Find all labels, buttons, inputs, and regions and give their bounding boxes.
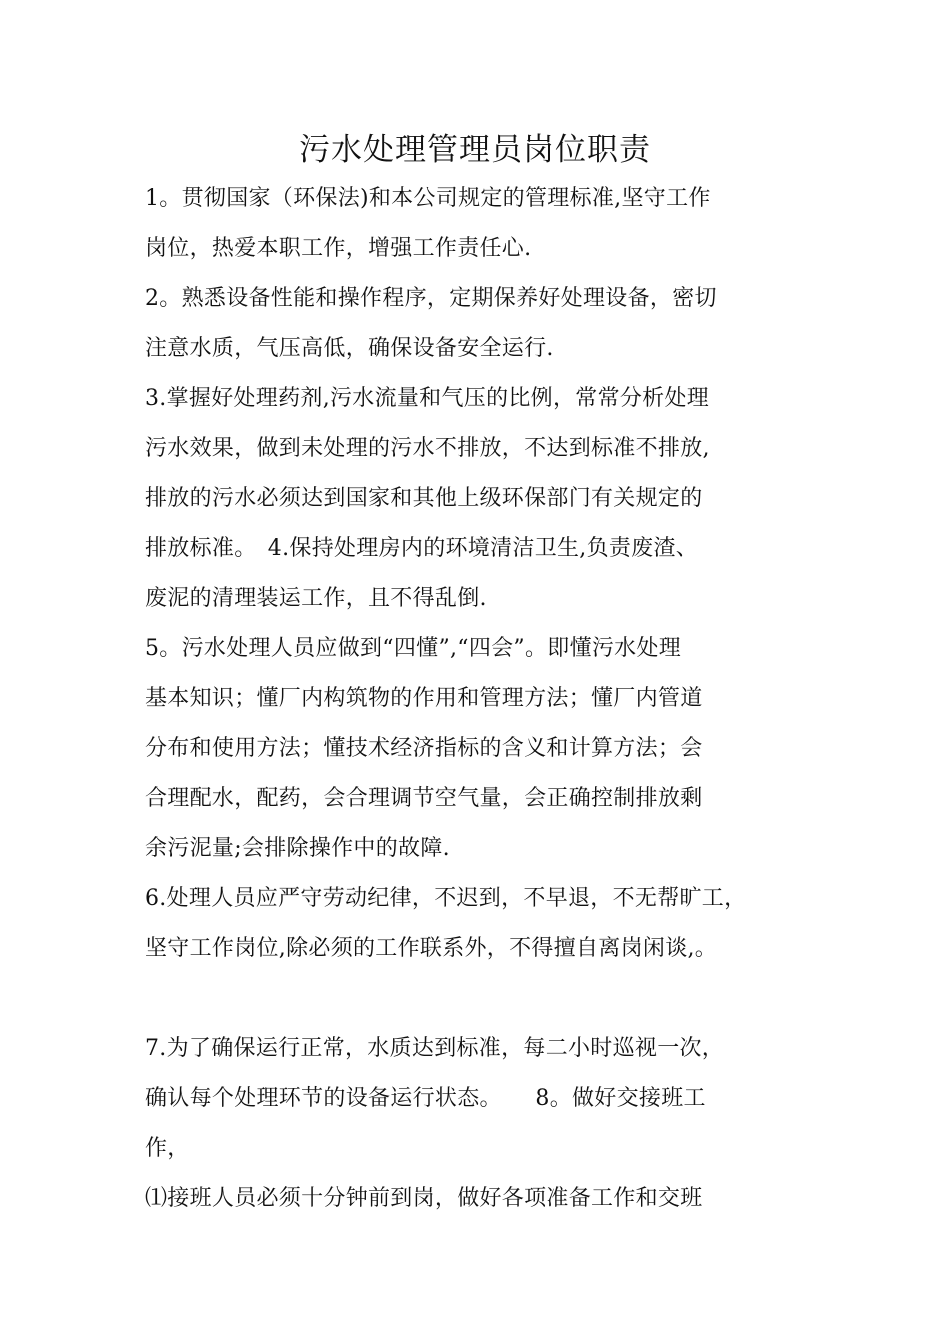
- text-line: 合理配水，配药，会合理调节空气量，会正确控制排放剩: [145, 786, 703, 811]
- text-line: 基本知识；懂厂内构筑物的作用和管理方法；懂厂内管道: [145, 686, 703, 711]
- text-line: 污水效果，做到未处理的污水不排放，不达到标准不排放,: [145, 436, 710, 461]
- text-line: 确认每个处理环节的设备运行状态。 8。做好交接班工: [145, 1086, 706, 1111]
- text-line: 3.掌握好处理药剂,污水流量和气压的比例，常常分析处理: [145, 386, 710, 411]
- text-line: 2。熟悉设备性能和操作程序，定期保养好处理设备，密切: [145, 286, 717, 311]
- text-line: 坚守工作岗位,除必须的工作联系外，不得擅自离岗闲谈,。: [145, 936, 718, 961]
- text-line: 5。污水处理人员应做到“四懂”,“四会”。即懂污水处理: [145, 636, 682, 661]
- text-line: 1。贯彻国家（环保法)和本公司规定的管理标准,坚守工作: [145, 186, 711, 211]
- text-line: 岗位，热爱本职工作，增强工作责任心.: [145, 236, 532, 261]
- text-line: 7.为了确保运行正常，水质达到标准，每二小时巡视一次，: [145, 1036, 725, 1061]
- text-line: 排放的污水必须达到国家和其他上级环保部门有关规定的: [145, 486, 703, 511]
- text-line: 排放标准。 4.保持处理房内的环境清洁卫生,负责废渣、: [145, 536, 699, 561]
- text-line: 作，: [145, 1136, 190, 1161]
- text-line: 分布和使用方法；懂技术经济指标的含义和计算方法；会: [145, 736, 703, 761]
- text-line: 余污泥量;会排除操作中的故障.: [145, 836, 450, 861]
- text-line: ⑴接班人员必须十分钟前到岗，做好各项准备工作和交班: [145, 1186, 703, 1211]
- page-title: 污水处理管理员岗位职责: [299, 132, 651, 168]
- text-line: 注意水质，气压高低，确保设备安全运行.: [145, 336, 554, 361]
- text-line: 6.处理人员应严守劳动纪律，不迟到，不早退，不无帮旷工，: [145, 886, 747, 911]
- text-line: 废泥的清理装运工作，且不得乱倒.: [145, 586, 487, 611]
